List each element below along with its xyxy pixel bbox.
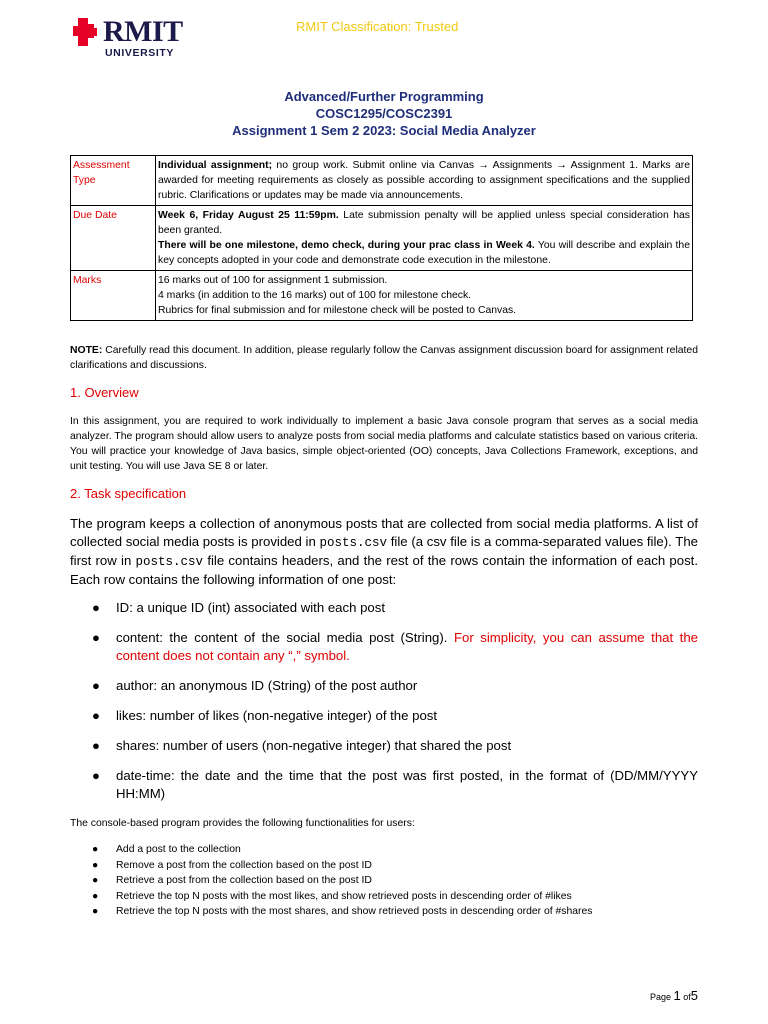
csv-filename: posts.csv <box>319 536 388 550</box>
assessment-type-bold: Individual assignment; <box>158 160 273 171</box>
course-codes: COSC1295/COSC2391 <box>315 106 453 121</box>
due-date-value <box>156 206 693 271</box>
assessment-type-row <box>71 156 693 206</box>
field-datetime: date-time: the date and the time that the post was first posted, in the format of (DD/MM/YYYY HH:MM) <box>116 768 698 801</box>
note-text: Carefully read this document. In addition, please regularly follow the Canvas assignment discussion board for assignment related clarifications and discussions. <box>70 345 698 371</box>
assignment-title: Assignment 1 Sem 2 2023: Social Media Analyzer <box>232 123 536 138</box>
course-name: Advanced/Further Programming <box>284 89 484 104</box>
classification-label: RMIT Classification: Trusted <box>296 19 459 34</box>
marks-line: 4 marks (in addition to the 16 marks) out of 100 for milestone check. <box>158 290 472 301</box>
overview-heading: 1. Overview <box>70 385 139 400</box>
assessment-type-label: Assessment Type <box>71 156 156 206</box>
rmit-logo <box>73 16 188 60</box>
list-item <box>70 904 698 920</box>
bullet-icon: ● <box>92 600 100 615</box>
note-paragraph <box>70 343 698 373</box>
due-date-text: Late submission penalty will be applied unless special consideration has been granted. <box>158 210 690 236</box>
function-item: Retrieve the top N posts with the most likes, and show retrieved posts in descending order of #likes <box>116 890 572 902</box>
list-item <box>70 629 698 665</box>
task-intro-paragraph <box>70 515 698 589</box>
bullet-icon: ● <box>92 630 100 645</box>
page-word: Page <box>649 992 671 1002</box>
page-current: 1 <box>673 988 681 1003</box>
list-item <box>70 858 698 874</box>
logo-wordmark: RMIT <box>103 15 183 48</box>
list-item <box>70 737 698 755</box>
bullet-icon: ● <box>92 708 100 723</box>
field-content-note: For simplicity, you can assume that the content does not contain any “,” symbol. <box>116 630 698 663</box>
task-intro-text: file (a csv file is a comma-separated values file). The first row in <box>70 534 698 568</box>
bullet-icon: ● <box>92 678 100 693</box>
function-item: Add a post to the collection <box>116 844 241 855</box>
function-item: Retrieve a post from the collection based on the post ID <box>116 875 372 887</box>
logo-subtitle: UNIVERSITY <box>105 47 175 59</box>
marks-line: Rubrics for final submission and for milestone check will be posted to Canvas. <box>158 305 517 316</box>
bullet-icon: ● <box>92 906 99 918</box>
task-spec-heading: 2. Task specification <box>70 486 187 501</box>
document-title <box>0 88 768 139</box>
list-item <box>70 842 698 858</box>
function-item: Retrieve the top N posts with the most shares, and show retrieved posts in descending order of #shares <box>116 906 593 918</box>
assignment-info-table <box>70 155 693 321</box>
task-intro-text: file contains headers, and the rest of the rows contain the information of each post. Each row contains the following information of one post: <box>70 553 699 587</box>
marks-label: Marks <box>71 271 156 321</box>
due-date-label: Due Date <box>71 206 156 271</box>
field-shares: shares: number of users (non-negative integer) that shared the post <box>116 738 512 753</box>
assessment-type-text: no group work. Submit online via Canvas → Assignments → Assignment 1. Marks are awarded for meeting requirements as closely as possible according to assignment specifications and the supplied rubric. Clarifications or updates may be made via announcements. <box>158 160 690 201</box>
due-date-bold: Week 6, Friday August 25 11:59pm. <box>158 210 339 221</box>
list-item <box>70 599 698 617</box>
field-content: content: the content of the social media post (String). <box>116 630 454 645</box>
list-item <box>70 873 698 889</box>
bullet-icon: ● <box>92 738 100 753</box>
milestone-text: You will describe and explain the key concepts adopted in your code and demonstrate code execution in the milestone. <box>158 240 690 266</box>
marks-value <box>156 271 693 321</box>
bullet-icon: ● <box>92 890 99 902</box>
assessment-type-value <box>156 156 693 206</box>
functionalities-intro: The console-based program provides the following functionalities for users: <box>70 818 415 829</box>
list-item <box>70 889 698 905</box>
page-of: of <box>683 992 691 1002</box>
page-total: 5 <box>690 988 698 1003</box>
bullet-icon: ● <box>92 768 100 783</box>
bullet-icon: ● <box>92 859 99 871</box>
list-item <box>70 707 698 725</box>
marks-line: 16 marks out of 100 for assignment 1 submission. <box>158 275 388 286</box>
due-date-row <box>71 206 693 271</box>
marks-row <box>71 271 693 321</box>
bullet-icon: ● <box>92 844 99 855</box>
bullet-icon: ● <box>92 875 99 887</box>
milestone-bold: There will be one milestone, demo check, during your prac class in Week 4. <box>158 240 535 251</box>
field-likes: likes: number of likes (non-negative integer) of the post <box>116 708 438 723</box>
functionalities-list <box>70 842 698 920</box>
post-fields-list <box>70 599 698 803</box>
note-label: NOTE: <box>70 345 103 356</box>
page-number <box>650 988 698 1003</box>
list-item <box>70 767 698 803</box>
rmit-pixel-mark-icon <box>73 18 103 48</box>
list-item <box>70 677 698 695</box>
field-id: ID: a unique ID (int) associated with each post <box>116 600 386 615</box>
csv-filename: posts.csv <box>135 555 204 569</box>
function-item: Remove a post from the collection based on the post ID <box>116 859 372 871</box>
field-author: author: an anonymous ID (String) of the post author <box>116 678 418 693</box>
task-intro-text: The program keeps a collection of anonymous posts that are collected from social media platforms. A list of collected social media posts is provided in <box>70 516 698 549</box>
overview-paragraph: In this assignment, you are required to work individually to implement a basic Java console program that serves as a social media analyzer. The program should allow users to analyze posts from social media platforms and calculate statistics based on various criteria. You will practice your knowledge of Java basics, simple object-oriented (OO) concepts, Java Collections Framework, exceptions, and unit testing. You will use Java SE 8 or later. <box>70 416 698 472</box>
